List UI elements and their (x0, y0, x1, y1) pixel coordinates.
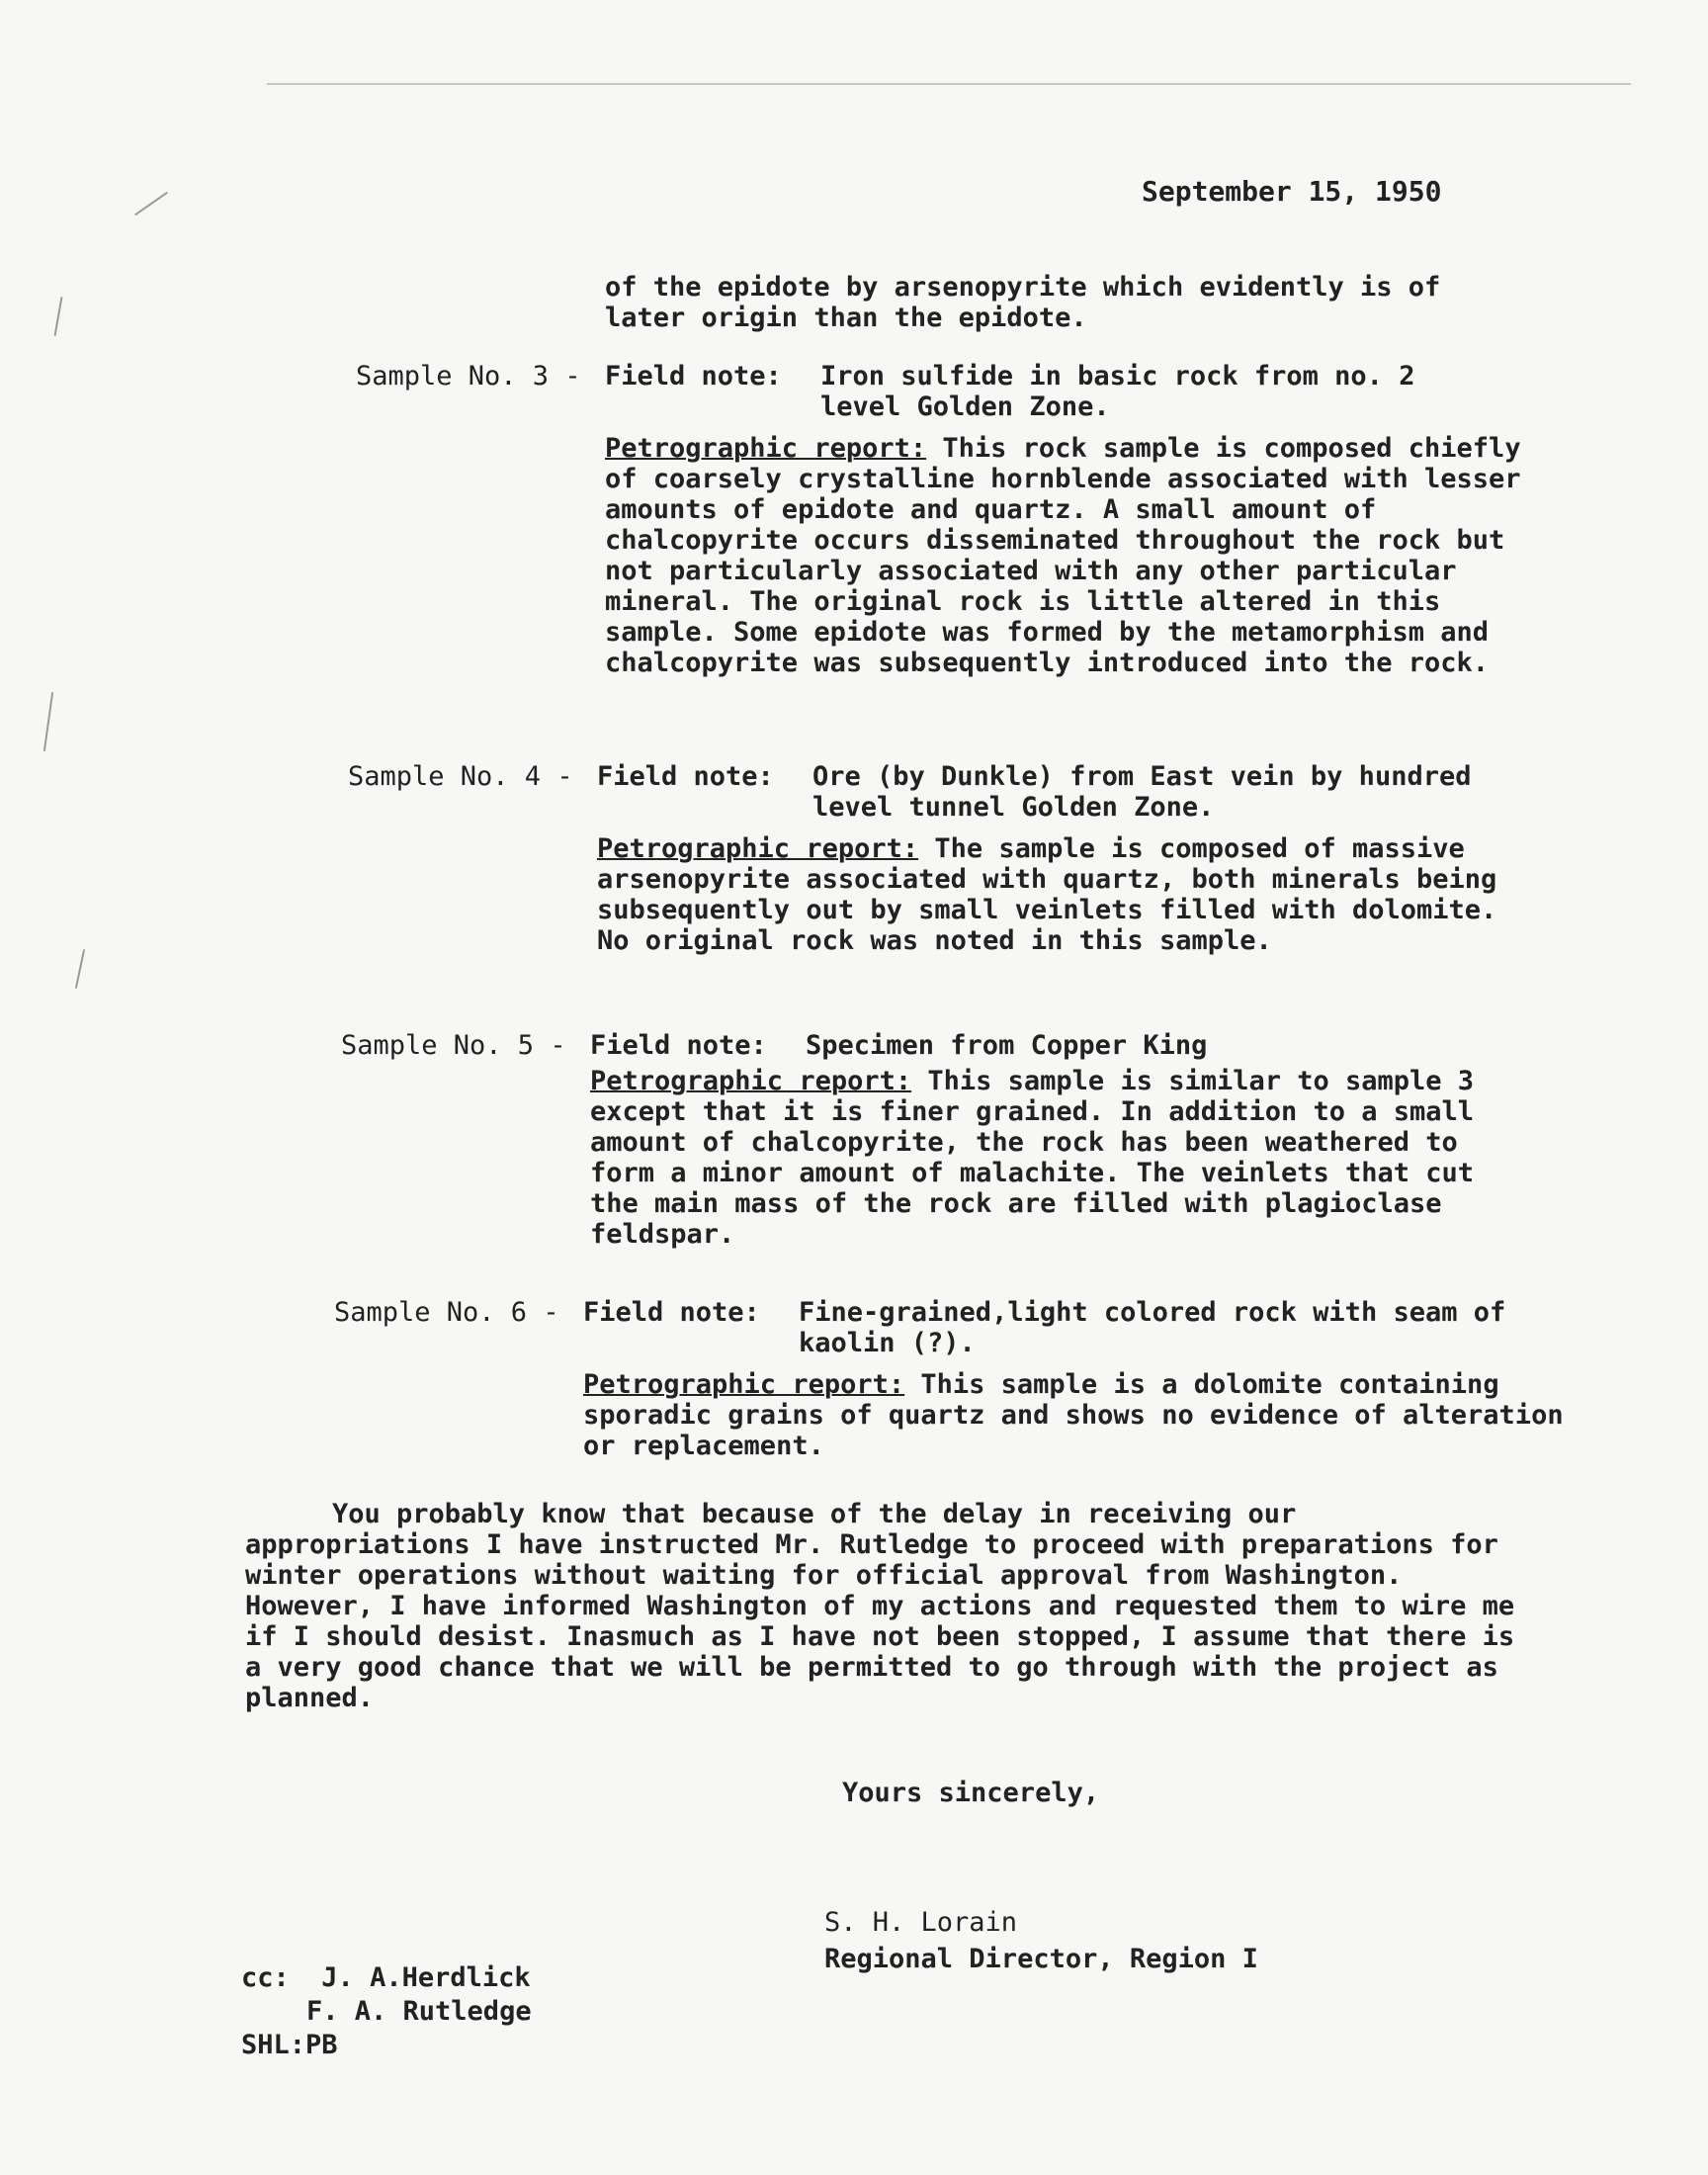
signer-title: Regional Director, Region I (824, 1944, 1258, 1974)
continued-text: of the epidote by arsenopyrite which evidently is of later origin than the epidote. (605, 272, 1441, 333)
field-note-label: Field note: (597, 761, 774, 792)
field-note-text: Specimen from Copper King (806, 1030, 1208, 1061)
sample-label: Sample No. 5 - (341, 1030, 566, 1061)
closing: Yours sincerely, (842, 1778, 1100, 1808)
petrographic-report (605, 433, 1554, 678)
field-note-text: Fine-grained,light colored rock with seam of kaolin (?). (799, 1297, 1506, 1358)
scan-mark (54, 297, 63, 336)
field-note-label: Field note: (583, 1297, 760, 1328)
cc-block (241, 1961, 532, 2062)
letter-date: September 15, 1950 (1142, 175, 1442, 208)
report-text: The sample is composed of massive arsenopyrite associated with quartz, both minerals being subsequently out by small veinlets filled with dolomite. No original rock was noted in this sample. (597, 833, 1497, 956)
petrographic-report (590, 1066, 1534, 1250)
cc-recipient: J. A.Herdlick (321, 1962, 531, 1993)
field-note-label: Field note: (605, 361, 782, 392)
report-text: This sample is a dolomite containing sporadic grains of quartz and shows no evidence of alteration or replacement. (583, 1369, 1564, 1461)
cc-line-2 (241, 1995, 532, 2029)
cc-label: cc: (241, 1962, 290, 1993)
sample-label: Sample No. 4 - (348, 761, 573, 792)
top-rule (267, 83, 1631, 85)
initials: SHL:PB (241, 2030, 338, 2060)
field-note-text: Ore (by Dunkle) from East vein by hundred level tunnel Golden Zone. (812, 761, 1472, 823)
sample-label: Sample No. 3 - (356, 361, 581, 392)
signer-name: S. H. Lorain (824, 1907, 1018, 1938)
report-label: Petrographic report: (605, 433, 927, 464)
field-note-text: Iron sulfide in basic rock from no. 2 level Golden Zone. (820, 361, 1415, 422)
cc-recipient: F. A. Rutledge (306, 1996, 532, 2027)
report-text: This rock sample is composed chiefly of coarsely crystalline hornblende associated with lesser amounts of epidote and quartz. A small amount of chalcopyrite occurs disseminated throughout the rock but not particularly associated with any other particular mineral. The original rock is little altered in this sample. Some epidote was formed by the metamorphism and chalcopyrite was subsequently introduced into the rock. (605, 433, 1521, 678)
petrographic-report (597, 833, 1541, 956)
report-text: This sample is similar to sample 3 except that it is finer grained. In addition to a small amount of chalcopyrite, the rock has been weathered to form a minor amount of malachite. The veinlets that cut the main mass of the rock are filled with plagioclase feldspar. (590, 1066, 1475, 1250)
report-label: Petrographic report: (583, 1369, 905, 1400)
scan-mark (75, 949, 85, 989)
report-label: Petrographic report: (590, 1066, 912, 1096)
sample-label: Sample No. 6 - (334, 1297, 559, 1328)
cc-line-1 (241, 1961, 532, 1995)
body-paragraph: You probably know that because of the delay in receiving our appropriations I have instructed Mr. Rutledge to proceed with preparations for winter operations without waiting for official approval from Washington. However, I have informed Washington of my actions and requested them to wire me if I should desist. Inasmuch as I have not been stopped, I assume that there is a very good chance that we will be permitted to go through with the project as planned. (245, 1499, 1515, 1713)
report-label: Petrographic report: (597, 833, 919, 864)
field-note-label: Field note: (590, 1030, 767, 1061)
scan-mark (134, 192, 168, 217)
scan-mark (43, 692, 53, 751)
petrographic-report (583, 1369, 1572, 1461)
